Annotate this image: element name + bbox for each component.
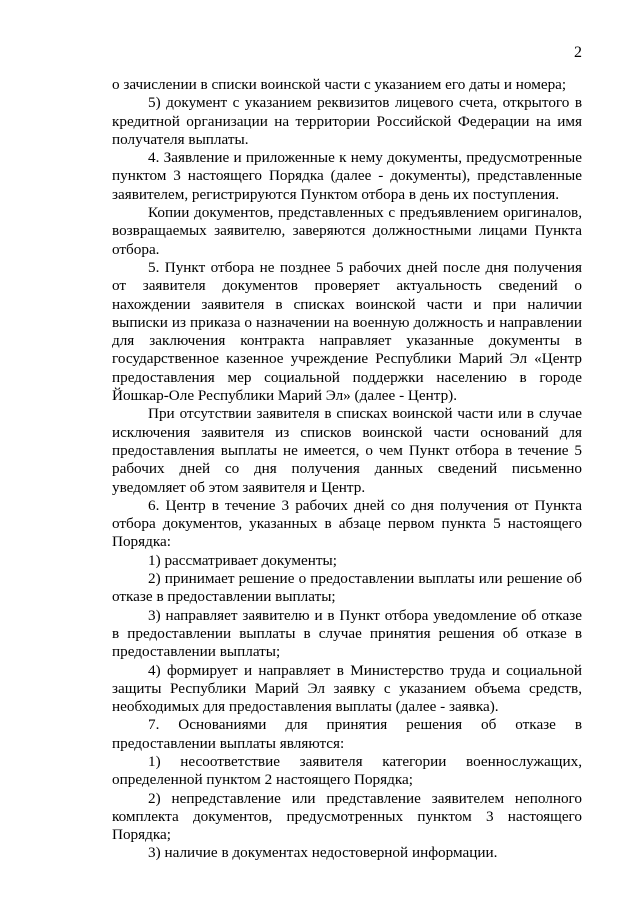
paragraph-7: 6. Центр в течение 3 рабочих дней со дня получения от Пункта отбора документов, указанных в абзаце первом пункта 5 настоящего Порядка:	[112, 496, 582, 551]
paragraph-14: 2) непредставление или представление заявителем неполного комплекта документов, предусмотренных пунктом 3 настоящего Порядка;	[112, 789, 582, 844]
paragraph-1: о зачислении в списки воинской части с указанием его даты и номера;	[112, 76, 567, 93]
paragraph-4: Копии документов, представленных с предъявлением оригиналов, возвращаемых заявителю, заверяются должностными лицами Пункта отбора.	[112, 204, 582, 258]
paragraph-10: 3) направляет заявителю и в Пункт отбора уведомление об отказе в предоставлении выплаты в случае принятия решения об отказе в предоставлении выплаты;	[112, 606, 582, 661]
paragraph-11: 4) формирует и направляет в Министерство труда и социальной защиты Республики Марий Эл заявку с указанием объема средств, необходимых для предоставления выплаты (далее - заявка).	[112, 661, 582, 716]
document-body	[112, 76, 582, 863]
paragraph-9: 2) принимает решение о предоставлении выплаты или решение об отказе в предоставлении выплаты;	[112, 570, 582, 606]
paragraph-3: 4. Заявление и приложенные к нему документы, предусмотренные пунктом 3 настоящего Порядка (далее - документы), представленные заявителем, регистрируются Пунктом отбора в день их поступления.	[112, 149, 582, 203]
paragraph-13: 1) несоответствие заявителя категории военнослужащих, определенной пунктом 2 настоящего Порядка;	[112, 752, 582, 789]
paragraph-6: При отсутствии заявителя в списках воинской части или в случае исключения заявителя из списков воинской части оснований для предоставления выплаты не имеется, о чем Пункт отбора в течение 5 рабочих дней со дня получения данных сведений письменно уведомляет об этом заявителя и Центр.	[112, 405, 582, 496]
paragraph-2: 5) документ с указанием реквизитов лицевого счета, открытого в кредитной организации на территории Российской Федерации на имя получателя выплаты.	[112, 94, 582, 148]
paragraph-12: 7. Основаниями для принятия решения об отказе в предоставлении выплаты являются:	[112, 716, 582, 752]
page-number: 2	[574, 44, 582, 61]
paragraph-15: 3) наличие в документах недостоверной информации.	[148, 844, 498, 862]
paragraph-8: 1) рассматривает документы;	[148, 551, 337, 569]
paragraph-5: 5. Пункт отбора не позднее 5 рабочих дней после дня получения от заявителя документов проверяет актуальность сведений о нахождении заявителя в списках воинской части и при наличии выписки из приказа о назначении на военную должность и направлении для заключения контракта направляет указанные документы в государственное казенное учреждение Республики Марий Эл «Центр предоставления мер социальной поддержки населению в городе Йошкар-Оле Республики Марий Эл» (далее - Центр).	[112, 258, 582, 405]
